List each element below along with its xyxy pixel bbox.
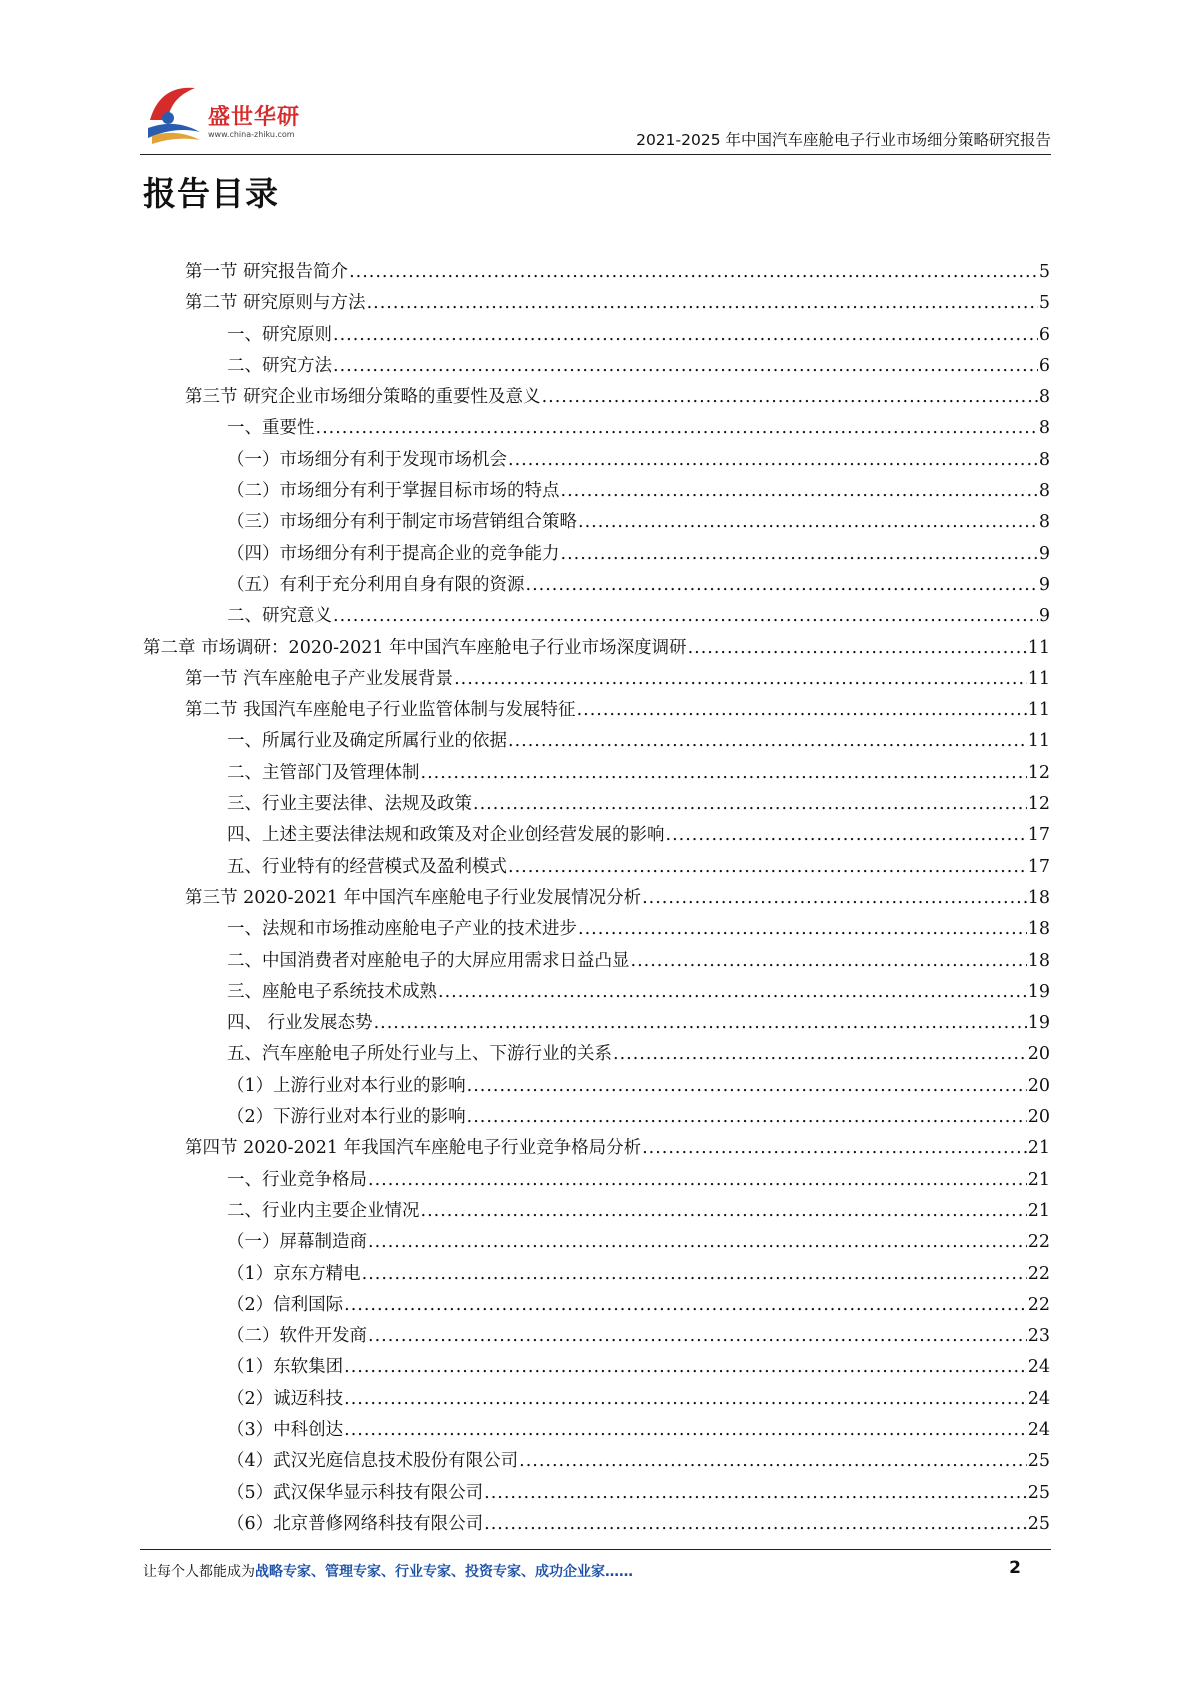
toc-leader-dots (542, 387, 1038, 407)
toc-entry[interactable] (143, 1479, 1050, 1510)
header-divider (140, 154, 1051, 155)
toc-entry-label: 三、座舱电子系统技术成熟 (227, 981, 437, 1002)
toc-entry-label: 二、行业内主要企业情况 (227, 1200, 420, 1221)
toc-entry-label: 二、主管部门及管理体制 (227, 762, 420, 783)
toc-entry-label: 第一节 研究报告简介 (185, 262, 349, 282)
toc-entry[interactable] (143, 1072, 1050, 1103)
toc-entry[interactable] (143, 1197, 1050, 1228)
toc-entry-label: 四、上述主要法律法规和政策及对企业创经营发展的影响 (227, 825, 665, 846)
toc-entry[interactable] (143, 947, 1050, 978)
toc-entry-page: 8 (1038, 512, 1050, 533)
toc-entry-page: 18 (1027, 950, 1050, 971)
toc-entry-label: 二、研究意义 (227, 606, 332, 627)
toc-leader-dots (578, 919, 1027, 939)
report-title: 2021-2025 年中国汽车座舱电子行业市场细分策略研究报告 (636, 131, 1051, 149)
toc-leader-dots (467, 1107, 1027, 1127)
toc-leader-dots (578, 512, 1038, 532)
toc-entry-label: 一、法规和市场推动座舱电子产业的技术进步 (227, 919, 577, 940)
toc-entry-label: （二）软件开发商 (227, 1326, 367, 1347)
page-number: 2 (1009, 1558, 1021, 1578)
toc-leader-dots (577, 700, 1027, 720)
toc-entry-page: 11 (1027, 700, 1050, 721)
toc-entry-page: 9 (1038, 543, 1050, 564)
toc-entry[interactable] (143, 790, 1050, 821)
toc-entry-label: （1）东软集团 (227, 1357, 344, 1378)
toc-leader-dots (561, 481, 1038, 501)
toc-leader-dots (508, 731, 1027, 751)
table-of-contents (143, 258, 1050, 1541)
toc-entry-page: 24 (1027, 1388, 1050, 1409)
toc-entry-page: 20 (1027, 1044, 1050, 1065)
toc-leader-dots (613, 1044, 1027, 1064)
toc-entry-label: 一、所属行业及确定所属行业的依据 (227, 731, 507, 752)
toc-entry[interactable] (143, 383, 1050, 414)
toc-entry-label: （4）武汉光庭信息技术股份有限公司 (227, 1451, 519, 1472)
toc-entry-label: 一、重要性 (227, 418, 315, 439)
toc-entry-label: 一、行业竞争格局 (227, 1169, 367, 1190)
toc-entry-page: 21 (1027, 1138, 1050, 1159)
footer-divider (140, 1549, 1051, 1550)
toc-entry-page: 8 (1038, 481, 1050, 502)
toc-entry[interactable] (143, 1166, 1050, 1197)
page-title: 报告目录 (143, 174, 279, 213)
toc-entry-page: 11 (1027, 637, 1050, 658)
toc-entry-page: 12 (1027, 794, 1050, 815)
footer-slogan-highlight: 战略专家、管理专家、行业专家、投资专家、成功企业家…… (255, 1564, 633, 1580)
toc-entry[interactable] (143, 853, 1050, 884)
toc-leader-dots (367, 293, 1038, 313)
toc-entry-label: 第二章 市场调研：2020-2021 年中国汽车座舱电子行业市场深度调研 (143, 637, 687, 658)
toc-entry-page: 19 (1027, 1013, 1050, 1034)
toc-leader-dots (421, 1201, 1027, 1221)
toc-entry-page: 12 (1027, 762, 1050, 783)
toc-entry[interactable] (143, 321, 1050, 352)
toc-entry[interactable] (143, 508, 1050, 539)
toc-leader-dots (561, 544, 1038, 564)
toc-entry[interactable] (143, 1040, 1050, 1071)
toc-entry[interactable] (143, 1510, 1050, 1541)
toc-leader-dots (484, 1483, 1027, 1503)
toc-leader-dots (374, 1013, 1027, 1033)
toc-leader-dots (344, 1295, 1027, 1315)
toc-entry-label: 第一节 汽车座舱电子产业发展背景 (185, 668, 454, 689)
toc-entry[interactable] (143, 602, 1050, 633)
toc-entry-label: 五、行业特有的经营模式及盈利模式 (227, 856, 507, 877)
toc-entry[interactable] (143, 727, 1050, 758)
toc-entry[interactable] (143, 477, 1050, 508)
toc-entry-label: （2）诚迈科技 (227, 1388, 344, 1409)
toc-leader-dots (438, 982, 1027, 1002)
toc-entry[interactable] (143, 571, 1050, 602)
toc-leader-dots (316, 418, 1038, 438)
toc-entry-label: 二、中国消费者对座舱电子的大屏应用需求日益凸显 (227, 950, 630, 971)
toc-leader-dots (508, 450, 1038, 470)
toc-entry-label: 一、研究原则 (227, 324, 332, 345)
toc-entry-page: 22 (1027, 1294, 1050, 1315)
toc-entry-label: 五、汽车座舱电子所处行业与上、下游行业的关系 (227, 1044, 612, 1065)
toc-entry-label: （一）屏幕制造商 (227, 1232, 367, 1253)
toc-entry[interactable] (143, 414, 1050, 445)
toc-entry[interactable] (143, 1447, 1050, 1478)
toc-entry-page: 24 (1027, 1419, 1050, 1440)
toc-entry-page: 5 (1038, 262, 1050, 282)
toc-entry[interactable] (143, 1228, 1050, 1259)
toc-entry[interactable] (143, 1291, 1050, 1322)
toc-leader-dots (508, 857, 1027, 877)
toc-entry-page: 21 (1027, 1169, 1050, 1190)
toc-leader-dots (454, 669, 1027, 689)
toc-entry-label: 第二节 我国汽车座舱电子行业监管体制与发展特征 (185, 700, 576, 721)
toc-entry-page: 6 (1038, 355, 1050, 376)
toc-entry-page: 8 (1038, 387, 1050, 408)
toc-entry-page: 20 (1027, 1107, 1050, 1128)
toc-entry-label: （1）京东方精电 (227, 1263, 361, 1284)
toc-entry-page: 22 (1027, 1263, 1050, 1284)
toc-leader-dots (642, 888, 1027, 908)
toc-leader-dots (344, 1357, 1027, 1377)
toc-leader-dots (484, 1514, 1027, 1534)
logo-text: 盛世华研 (208, 105, 301, 130)
toc-leader-dots (467, 1076, 1027, 1096)
toc-entry-label: （三）市场细分有利于制定市场营销组合策略 (227, 512, 577, 533)
toc-entry-label: （二）市场细分有利于掌握目标市场的特点 (227, 481, 560, 502)
toc-entry-label: （6）北京普修网络科技有限公司 (227, 1513, 484, 1534)
toc-entry[interactable] (143, 258, 1050, 289)
toc-leader-dots (333, 606, 1038, 626)
toc-entry-page: 25 (1027, 1482, 1050, 1503)
toc-entry-page: 21 (1027, 1200, 1050, 1221)
toc-entry[interactable] (143, 1260, 1050, 1291)
toc-entry-label: 第二节 研究原则与方法 (185, 293, 366, 314)
toc-leader-dots (333, 325, 1038, 345)
toc-leader-dots (368, 1232, 1027, 1252)
toc-entry[interactable] (143, 352, 1050, 383)
toc-leader-dots (368, 1326, 1027, 1346)
toc-entry-label: （1）上游行业对本行业的影响 (227, 1075, 466, 1096)
toc-entry[interactable] (143, 1322, 1050, 1353)
toc-entry-page: 6 (1038, 324, 1050, 345)
toc-entry[interactable] (143, 634, 1050, 665)
toc-leader-dots (473, 794, 1027, 814)
toc-entry[interactable] (143, 446, 1050, 477)
toc-entry-page: 25 (1027, 1451, 1050, 1472)
toc-leader-dots (349, 262, 1038, 282)
toc-entry-page: 23 (1027, 1326, 1050, 1347)
toc-entry-page: 17 (1027, 825, 1050, 846)
toc-leader-dots (642, 1138, 1027, 1158)
toc-leader-dots (362, 1264, 1027, 1284)
toc-entry-page: 22 (1027, 1232, 1050, 1253)
toc-entry-label: （四）市场细分有利于提高企业的竞争能力 (227, 543, 560, 564)
toc-entry-label: 二、研究方法 (227, 355, 332, 376)
toc-entry[interactable] (143, 759, 1050, 790)
toc-entry-page: 20 (1027, 1075, 1050, 1096)
toc-entry-page: 17 (1027, 856, 1050, 877)
toc-leader-dots (368, 1170, 1027, 1190)
toc-leader-dots (333, 356, 1038, 376)
toc-entry-label: 四、 行业发展态势 (227, 1013, 373, 1034)
toc-entry-page: 24 (1027, 1357, 1050, 1378)
toc-leader-dots (519, 1451, 1027, 1471)
toc-leader-dots (344, 1420, 1027, 1440)
toc-entry[interactable] (143, 289, 1050, 320)
toc-entry[interactable] (143, 1385, 1050, 1416)
toc-leader-dots (666, 825, 1027, 845)
toc-entry-page: 18 (1027, 919, 1050, 940)
toc-entry[interactable] (143, 978, 1050, 1009)
toc-entry-page: 9 (1038, 606, 1050, 627)
toc-leader-dots (631, 951, 1027, 971)
toc-leader-dots (688, 638, 1027, 658)
toc-leader-dots (526, 575, 1038, 595)
toc-entry-label: 第四节 2020-2021 年我国汽车座舱电子行业竞争格局分析 (185, 1138, 642, 1159)
toc-entry-page: 19 (1027, 981, 1050, 1002)
toc-entry-label: 第三节 2020-2021 年中国汽车座舱电子行业发展情况分析 (185, 887, 642, 908)
toc-entry-page: 18 (1027, 887, 1050, 908)
footer-slogan (143, 1561, 633, 1581)
footer-slogan-prefix: 让每个人都能成为 (143, 1564, 255, 1580)
toc-entry-label: （2）信利国际 (227, 1294, 344, 1315)
toc-entry-label: （5）武汉保华显示科技有限公司 (227, 1482, 484, 1503)
toc-entry[interactable] (143, 540, 1050, 571)
logo-url: www.china-zhiku.com (208, 130, 295, 139)
toc-entry-page: 5 (1038, 293, 1050, 314)
toc-entry[interactable] (143, 696, 1050, 727)
toc-leader-dots (344, 1389, 1027, 1409)
toc-entry-page: 8 (1038, 418, 1050, 439)
toc-entry[interactable] (143, 1009, 1050, 1040)
toc-entry-page: 9 (1038, 574, 1050, 595)
toc-entry[interactable] (143, 915, 1050, 946)
toc-entry[interactable] (143, 884, 1050, 915)
toc-entry-page: 11 (1027, 668, 1050, 689)
toc-leader-dots (421, 763, 1027, 783)
toc-entry-label: （3）中科创达 (227, 1419, 344, 1440)
toc-entry-page: 8 (1038, 449, 1050, 470)
toc-entry[interactable] (143, 1103, 1050, 1134)
toc-entry[interactable] (143, 665, 1050, 696)
toc-entry-label: （五）有利于充分利用自身有限的资源 (227, 574, 525, 595)
toc-entry[interactable] (143, 821, 1050, 852)
toc-entry-label: 第三节 研究企业市场细分策略的重要性及意义 (185, 387, 541, 408)
toc-entry-label: （一）市场细分有利于发现市场机会 (227, 449, 507, 470)
toc-entry[interactable] (143, 1134, 1050, 1165)
toc-entry-label: （2）下游行业对本行业的影响 (227, 1107, 466, 1128)
toc-entry-label: 三、行业主要法律、法规及政策 (227, 794, 472, 815)
toc-entry-page: 25 (1027, 1513, 1050, 1534)
toc-entry[interactable] (143, 1353, 1050, 1384)
toc-entry-page: 11 (1027, 731, 1050, 752)
toc-entry[interactable] (143, 1416, 1050, 1447)
